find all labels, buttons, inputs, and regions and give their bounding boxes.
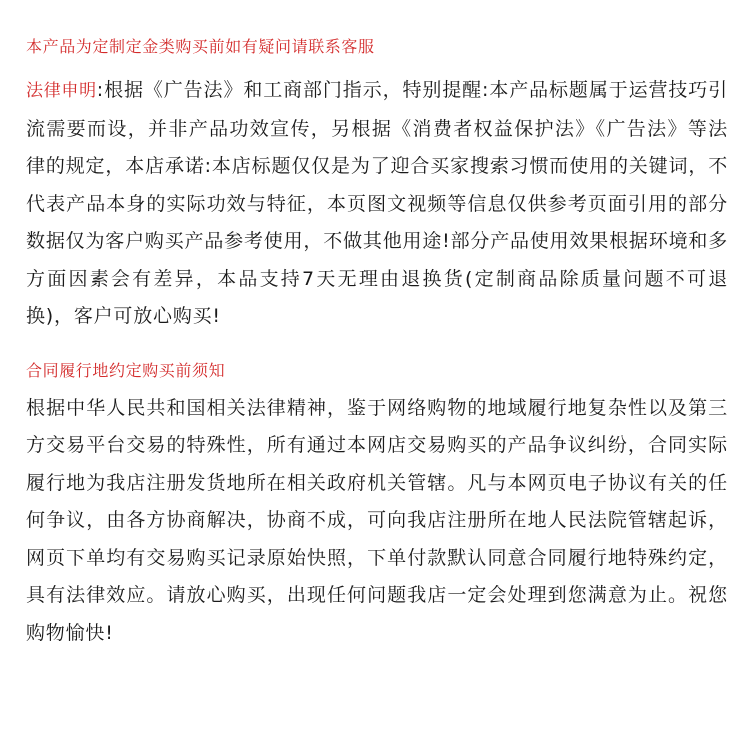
legal-statement-paragraph: [26, 72, 728, 336]
legal-statement-text: :根据《广告法》和工商部门指示，特别提醒:本产品标题属于运营技巧引流需要而设，并非产品功效宣传，另根据《消费者权益保护法》《广告法》等法律的规定，本店承诺:本店标题仅仅是为了迎合买家搜索习惯而使用的关键词，不代表产品本身的实际功效与特征，本页图文视频等信息仅供参考页面引用的部分数据仅为客户购买产品参考使用，不做其他用途!部分产品使用效果根据环境和多方面因素会有差异，本品支持7天无理由退换货(定制商品除质量问题不可退换)，客户可放心购买!: [26, 79, 728, 327]
contract-notice-section: [26, 360, 728, 653]
contract-notice-text: 根据中华人民共和国相关法律精神，鉴于网络购物的地域履行地复杂性以及第三方交易平台交易的特殊性，所有通过本网店交易购买的产品争议纠纷，合同实际履行地为我店注册发货地所在相关政府机关管辖。凡与本网页电子协议有关的任何争议，由各方协商解决，协商不成，可向我店注册所在地人民法院管辖起诉，网页下单均有交易购买记录原始快照，下单付款默认同意合同履行地特殊约定，具有法律效应。请放心购买，出现任何问题我店一定会处理到您满意为止。祝您购物愉快!: [26, 396, 728, 644]
notice-title: 本产品为定制定金类购买前如有疑问请联系客服: [26, 37, 375, 56]
contract-notice-title: 合同履行地约定购买前须知: [26, 360, 226, 380]
legal-statement-label: 法律申明: [26, 81, 97, 101]
